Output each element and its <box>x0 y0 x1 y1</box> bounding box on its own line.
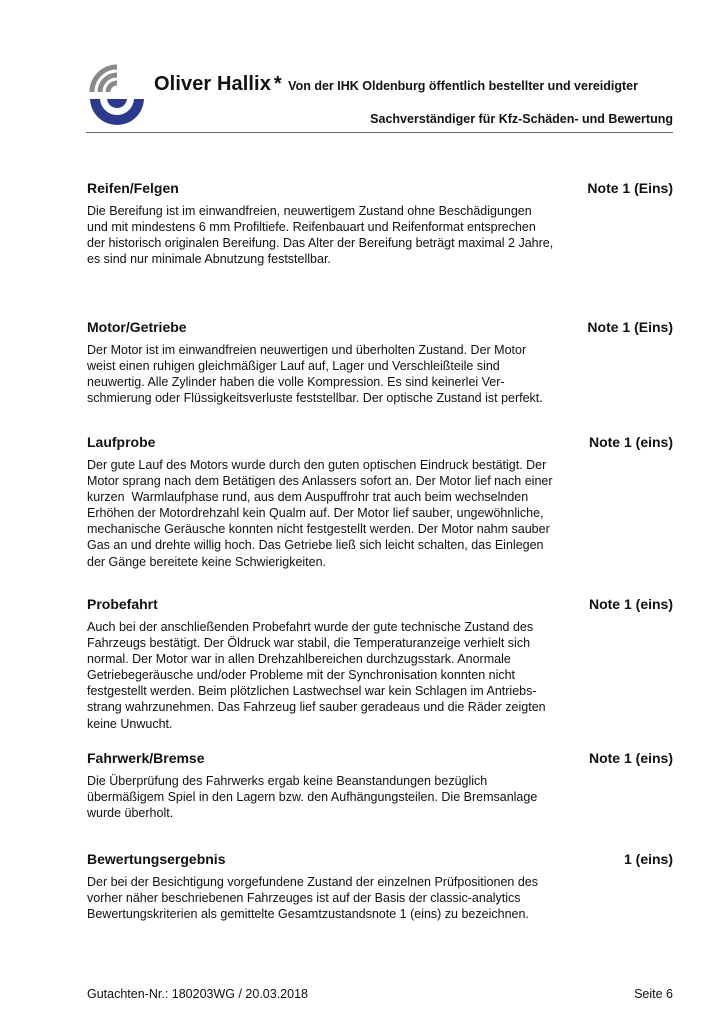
section-fahrwerk-bremse <box>87 750 673 821</box>
section-laufprobe <box>87 434 673 570</box>
text-line: Fahrzeugs bestätigt. Der Öldruck war stabil, die Temperaturanzeige verhielt sich <box>87 636 531 651</box>
section-header <box>87 319 673 339</box>
text-line: strang wahrzunehmen. Das Fahrzeug lief sauber geradeaus und die Räder zeigten <box>87 700 546 715</box>
text-line: mechanische Geräusche konnten nicht festgestellt werden. Der Motor nahm sauber <box>87 522 550 537</box>
page-number: Seite 6 <box>634 987 673 1001</box>
section-header <box>87 180 673 200</box>
section-title: Bewertungsergebnis <box>87 851 226 867</box>
header-title-line <box>154 73 638 96</box>
section-header <box>87 434 673 454</box>
expert-subtitle: Sachverständiger für Kfz-Schäden- und Bewertung <box>370 112 673 126</box>
text-line: und mit mindestens 6 mm Profiltiefe. Reifenbauart und Reifenformat entsprechen <box>87 220 536 235</box>
letterhead <box>86 62 673 134</box>
text-line: schmierung oder Flüssigkeitsverluste feststellbar. Der optische Zustand ist perfekt. <box>87 391 543 406</box>
section-text <box>87 619 587 732</box>
section-grade: Note 1 (eins) <box>588 434 673 450</box>
section-header <box>87 750 673 770</box>
section-motor-getriebe <box>87 319 673 406</box>
text-line: Die Überprüfung des Fahrwerks ergab keine Beanstandungen bezüglich <box>87 774 488 788</box>
text-line: Erhöhen der Motordrehzahl kein Qualm auf. Der Motor lief sauber, ungewöhnliche, <box>87 506 544 521</box>
section-grade: Note 1 (Eins) <box>587 319 673 335</box>
text-line: kurzen Warmlaufphase rund, aus dem Auspuffrohr trat auch beim wechselnden <box>87 490 529 505</box>
section-title: Probefahrt <box>87 596 158 612</box>
section-title: Laufprobe <box>87 434 156 450</box>
section-header <box>87 596 673 616</box>
section-grade: 1 (eins) <box>623 851 673 867</box>
expert-tagline: Von der IHK Oldenburg öffentlich bestellter und vereidigter <box>288 79 638 93</box>
report-number: Gutachten-Nr.: 180203WG / 20.03.2018 <box>87 987 308 1001</box>
text-line: der historisch originalen Bereifung. Das Alter der Bereifung beträgt maximal 2 Jahre, <box>87 236 554 251</box>
section-title: Motor/Getriebe <box>87 319 187 335</box>
text-line: Auch bei der anschließenden Probefahrt wurde der gute technische Zustand des <box>87 620 534 634</box>
text-line: vorher näher beschriebenen Fahrzeuges ist auf der Basis der classic-analytics <box>87 891 521 906</box>
section-bewertungsergebnis <box>87 851 673 922</box>
text-line: normal. Der Motor war in allen Drehzahlbereichen durchzugsstark. Anormale <box>87 652 511 667</box>
text-line: Der gute Lauf des Motors wurde durch den guten optischen Eindruck bestätigt. Der <box>87 458 547 472</box>
section-header <box>87 851 673 871</box>
text-line: Der bei der Besichtigung vorgefundene Zustand der einzelnen Prüfpositionen des <box>87 875 538 889</box>
section-title: Fahrwerk/Bremse <box>87 750 205 766</box>
expert-name: Oliver Hallix <box>154 73 271 95</box>
text-line: Gas an und drehte willig hoch. Das Getriebe ließ sich leicht schalten, das Einlegen <box>87 538 544 553</box>
text-line: Die Bereifung ist im einwandfreien, neuwertigem Zustand ohne Beschädigungen <box>87 204 532 218</box>
section-title: Reifen/Felgen <box>87 180 179 196</box>
section-grade: Note 1 (eins) <box>588 750 673 766</box>
section-text <box>87 874 587 922</box>
text-line: weist einen ruhigen gleichmäßiger Lauf auf, Lager und Verschleißteile sind <box>87 359 500 374</box>
text-line: übermäßigem Spiel in den Lagern bzw. den Aufhängungsteilen. Die Bremsanlage <box>87 790 538 805</box>
text-line: Der Motor ist im einwandfreien neuwertigen und überholten Zustand. Der Motor <box>87 343 527 357</box>
text-line: festgestellt werden. Beim plötzlichen Lastwechsel war kein Schlagen im Antriebs- <box>87 684 537 699</box>
section-grade: Note 1 (eins) <box>588 596 673 612</box>
expert-name-asterisk: * <box>273 73 282 95</box>
text-line: wurde überholt. <box>87 806 174 821</box>
text-line: Bewertungskriterien als gemittelte Gesamtzustandsnote 1 (eins) zu bezeichnen. <box>87 907 529 922</box>
section-grade: Note 1 (Eins) <box>587 180 673 196</box>
header-divider <box>86 132 673 133</box>
section-text <box>87 773 587 821</box>
text-line: es sind nur minimale Abnutzung feststellbar. <box>87 252 331 267</box>
text-line: der Gänge bereitete keine Schwierigkeiten. <box>87 554 327 569</box>
section-reifen-felgen <box>87 180 673 267</box>
section-text <box>87 342 587 406</box>
text-line: neuwertig. Alle Zylinder haben die volle Kompression. Es sind keinerlei Ver- <box>87 375 505 390</box>
text-line: Getriebegeräusche und/oder Probleme mit der Synchronisation konnten nicht <box>87 668 516 683</box>
text-line: Motor sprang nach dem Betätigen des Anlassers sofort an. Der Motor lief nach einer <box>87 474 553 489</box>
text-line: keine Unwucht. <box>87 716 173 731</box>
semicircle-arc-logo-icon <box>86 62 148 128</box>
section-text <box>87 203 587 267</box>
section-probefahrt <box>87 596 673 732</box>
section-text <box>87 457 587 570</box>
